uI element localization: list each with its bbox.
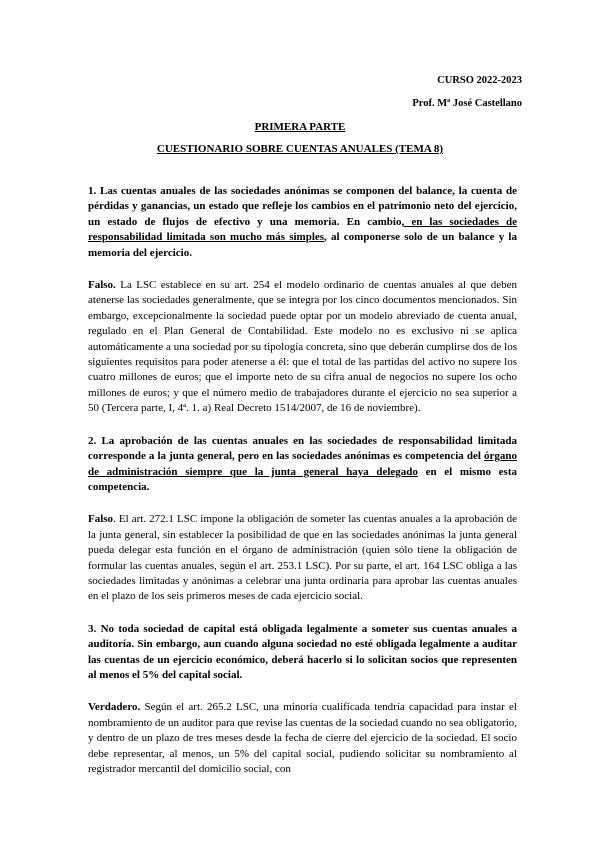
question-3: 3. No toda sociedad de capital está obligada legalmente a someter sus cuentas anuales a auditoría. Sin embargo, aun cuando alguna sociedad no esté obligada legalmente a auditar las cuentas de un ejercicio económico, deberá hacerlo si lo solicitan socios que representen al menos el 5% del capital social.: [88, 622, 517, 681]
answer-1-verdict: Falso.: [88, 279, 116, 292]
questionnaire-title: CUESTIONARIO SOBRE CUENTAS ANUALES (TEMA 8): [156, 143, 444, 155]
answer-1: [88, 278, 517, 417]
question-2-underlined: órgano de administración siempre que la junta general haya delegado: [88, 450, 517, 478]
section-title: PRIMERA PARTE: [254, 121, 346, 133]
professor-label: Prof. Mª José Castellano: [412, 98, 522, 109]
answer-1-text: La LSC establece en su art. 254 el modelo ordinario de cuentas anuales al que deben atenerse las sociedades generalmente, que se integra por los cinco documentos mencionados. Sin embargo, excepcionalmente la sociedad puede optar por un modelo abreviado de cuenta anual, regulado en el Plan General de Contabilidad. Este modelo no es exclusivo ni se aplica automáticamente a una sociedad por su tipología concreta, sino que deberán cumplirse dos de los siguientes requisitos para poder atenerse a él: que el total de las partidas del activo no supere los cuatro millones de euros; que el importe neto de su cifra anual de negocios no supere los ocho millones de euros; y que el número medio de trabajadores durante el ejercicio no sea superior a 50 (Tercera parte, I, 4ª. 1. a) Real Decreto 1514/2007, de 16 de noviembre).: [88, 279, 517, 415]
answer-2-verdict: Falso: [88, 513, 114, 526]
question-2: 2. La aprobación de las cuentas anuales en las sociedades de responsabilidad limitada corresponde a la junta general, pero en las sociedades anónimas es competencia del órgano de administración siempre que la junta general haya delegado en el mismo esta competencia.: [88, 434, 517, 493]
answer-3-text: Según el art. 265.2 LSC, una minoría cualificada tendría capacidad para instar el nombramiento de un auditor para que revise las cuentas de la sociedad cuando no sea obligatorio, y dentro de un plazo de tres meses desde la fecha de cierre del ejercicio de la sociedad. El socio debe representar, al menos, un 5% del capital social, pudiendo solicitar su nombramiento al registrador mercantil del domicilio social, con: [88, 701, 518, 775]
answer-2-text: . El art. 272.1 LSC impone la obligación de someter las cuentas anuales a la aprobación de la junta general, sin establecer la posibilidad de que en las sociedades anónimas la junta general pueda delegar esta función en el órgano de administración (quien sólo tiene la obligación de formular las cuentas anuales, según el art. 253.1 LSC). Por su parte, el art. 164 LSC obliga a las sociedades limitadas y anónimas a celebrar una junta ordinaria para aprobar las cuentas anuales en el plazo de los seis primeros meses de cada ejercicio social.: [88, 513, 517, 603]
answer-3-verdict: Verdadero.: [88, 701, 141, 714]
answer-2: [88, 512, 517, 604]
question-1-underlined: , en las sociedades de responsabilidad limitada son mucho más simples: [88, 215, 517, 244]
course-label: CURSO 2022-2023: [437, 75, 522, 86]
document-body: [88, 184, 517, 794]
answer-3: [88, 700, 517, 777]
question-1: 1. Las cuentas anuales de las sociedades anónimas se componen del balance, la cuenta de pérdidas y ganancias, un estado que refleje los cambios en el patrimonio neto del ejercicio, un estado de flujos de efectivo y una memoria. En cambio, en las sociedades de responsabilidad limitada son mucho más simples, al componerse solo de un balance y la memoria del ejercicio.: [88, 185, 517, 259]
